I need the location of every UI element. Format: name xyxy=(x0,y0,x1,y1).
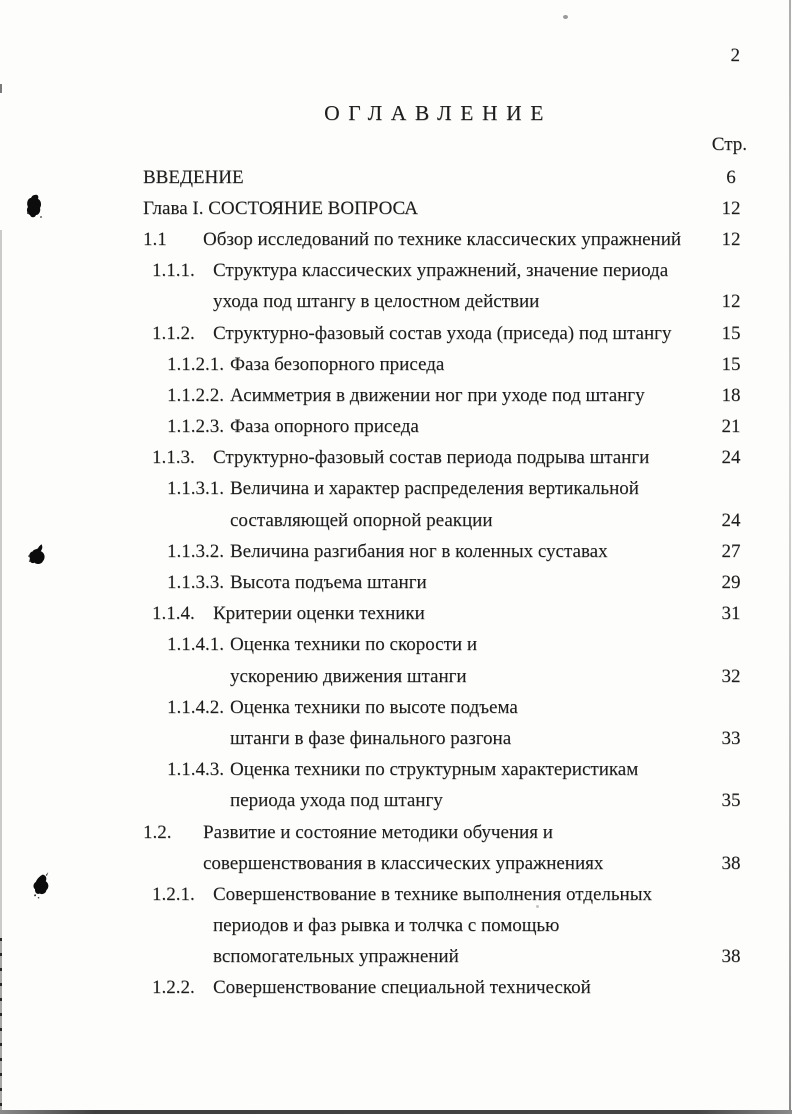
toc-entry xyxy=(143,817,760,848)
toc-entry-page: 12 xyxy=(721,291,741,313)
toc-entry-title: совершенствования в классических упражнениях xyxy=(203,852,604,874)
toc-entry-title: Структурно-фазовый состав периода подрыва штанги xyxy=(213,447,650,469)
toc-entry-number: 1.2. xyxy=(143,821,172,843)
toc-entry xyxy=(143,973,760,1004)
scan-bottom-edge-line xyxy=(0,1110,792,1114)
toc-entry-page: 38 xyxy=(721,852,741,874)
toc-entry xyxy=(143,755,760,786)
toc-entry xyxy=(143,567,760,598)
toc-entry-title: Совершенствование в технике выполнения отдельных xyxy=(213,883,652,905)
toc-entry xyxy=(143,256,760,287)
toc-entry-title: Критерии оценки техники xyxy=(213,603,425,625)
toc-entry-title: Асимметрия в движении ног при уходе под штангу xyxy=(230,384,645,406)
scan-left-edge-marks xyxy=(0,938,2,1114)
toc-entry-line xyxy=(143,661,760,692)
toc-entry-line xyxy=(143,505,760,536)
toc-entry-page: 32 xyxy=(721,665,741,687)
toc-entry-number: 1.1.2.1. xyxy=(167,353,224,375)
toc-entry xyxy=(143,879,760,910)
toc-entry-title: Развитие и состояние методики обучения и xyxy=(203,821,553,843)
page-number: 2 xyxy=(730,45,740,66)
toc-entry-line xyxy=(143,942,760,973)
toc-entry-title: ухода под штангу в целостном действии xyxy=(213,291,540,313)
scan-left-edge-speck xyxy=(0,84,2,93)
document-title: ОГЛАВЛЕНИЕ xyxy=(324,101,552,125)
toc-entry-line xyxy=(143,848,760,879)
toc-entry-page: 12 xyxy=(721,197,741,219)
toc-entry-title: Структурно-фазовый состав ухода (приседа) под штангу xyxy=(213,322,672,344)
toc-entry-line xyxy=(143,786,760,817)
toc-entry xyxy=(143,599,760,630)
toc-entry-number: 1.2.1. xyxy=(152,883,195,905)
toc-entry-page: 18 xyxy=(721,384,741,406)
toc-entry-number: 1.1.2.3. xyxy=(167,416,224,438)
toc-entry-title: Фаза опорного приседа xyxy=(230,416,419,438)
toc-entry-number: 1.1.3.1. xyxy=(167,478,224,500)
toc-entry-title: Обзор исследований по технике классических упражнений xyxy=(203,228,682,250)
toc-entry xyxy=(143,349,760,380)
toc-entry-page: 21 xyxy=(721,416,741,438)
toc-entry-page: 15 xyxy=(721,353,741,375)
toc-entry xyxy=(143,443,760,474)
ink-blot-artifact xyxy=(26,194,44,225)
toc-entry-line xyxy=(143,287,760,318)
toc-entry-number: 1.1.2.2. xyxy=(167,384,224,406)
toc-entry xyxy=(143,692,760,723)
scan-right-edge-line xyxy=(789,0,791,1114)
toc-entry-title: Величина и характер распределения вертикальной xyxy=(230,478,639,500)
toc-entry-page: 12 xyxy=(721,228,741,250)
toc-entry xyxy=(143,474,760,505)
toc-entry-number: 1.1.4.3. xyxy=(167,759,224,781)
toc-entry-title: вспомогательных упражнений xyxy=(213,946,459,968)
toc-entry-title: штанги в фазе финального разгона xyxy=(230,727,512,749)
toc-entry-page: 31 xyxy=(721,603,741,625)
toc-entry-title: ВВЕДЕНИЕ xyxy=(143,166,244,188)
toc-entry-title: Оценка техники по высоте подъема xyxy=(230,696,518,718)
toc-entry-page: 33 xyxy=(721,727,741,749)
toc-entry-title: составляющей опорной реакции xyxy=(230,509,493,531)
toc-entry-page: 24 xyxy=(721,447,741,469)
toc-entry-line xyxy=(143,723,760,754)
toc-entry-line xyxy=(143,193,760,224)
toc-entry-page: 27 xyxy=(721,540,741,562)
toc-entry-page: 29 xyxy=(721,572,741,594)
toc-entry-title: Оценка техники по структурным характеристикам xyxy=(230,759,639,781)
toc-entry-title: Совершенствование специальной технической xyxy=(213,977,591,999)
toc-entry-number: 1.1.1. xyxy=(152,260,195,282)
ink-blot-artifact xyxy=(25,542,50,575)
toc-entry-number: 1.1.3.2. xyxy=(167,540,224,562)
dust-speck xyxy=(563,15,568,19)
toc-entry-number: 1.1.2. xyxy=(152,322,195,344)
toc-list xyxy=(143,162,760,1004)
toc-entry-number: 1.1.3. xyxy=(152,447,195,469)
toc-entry-page: 6 xyxy=(726,166,736,188)
toc-entry-page: 35 xyxy=(721,790,741,812)
toc-entry xyxy=(143,224,760,255)
toc-entry-page: 24 xyxy=(721,509,741,531)
toc-entry-number: 1.1.4. xyxy=(152,603,195,625)
toc-entry-number: 1.1.4.2. xyxy=(167,696,224,718)
toc-entry-title: периода ухода под штангу xyxy=(230,790,443,812)
toc-entry-title: периодов и фаз рывка и толчка с помощью xyxy=(213,915,560,937)
toc-entry-page: 38 xyxy=(721,946,741,968)
toc-entry xyxy=(143,536,760,567)
toc-entry xyxy=(143,630,760,661)
toc-entry-page: 15 xyxy=(721,322,741,344)
dust-speck xyxy=(536,905,539,908)
toc-entry-line xyxy=(143,911,760,942)
toc-entry-title: Величина разгибания ног в коленных суставах xyxy=(230,540,608,562)
toc-entry-title: Оценка техники по скорости и xyxy=(230,634,477,656)
toc-entry xyxy=(143,318,760,349)
toc-entry-number: 1.1 xyxy=(143,228,167,250)
toc-entry-title: Высота подъема штанги xyxy=(230,572,427,594)
page-column-header: Стр. xyxy=(711,134,747,155)
toc-entry-line xyxy=(143,162,760,193)
toc-entry-number: 1.1.4.1. xyxy=(167,634,224,656)
toc-entry-title: Глава I. СОСТОЯНИЕ ВОПРОСА xyxy=(143,197,418,219)
toc-entry-number: 1.1.3.3. xyxy=(167,572,224,594)
toc-entry xyxy=(143,412,760,443)
toc-entry-title: Фаза безопорного приседа xyxy=(230,353,445,375)
toc-entry xyxy=(143,380,760,411)
toc-entry-title: Структура классических упражнений, значение периода xyxy=(213,260,669,282)
toc-entry-title: ускорению движения штанги xyxy=(230,665,467,687)
ink-blot-artifact xyxy=(28,871,55,905)
toc-entry-number: 1.2.2. xyxy=(152,977,195,999)
